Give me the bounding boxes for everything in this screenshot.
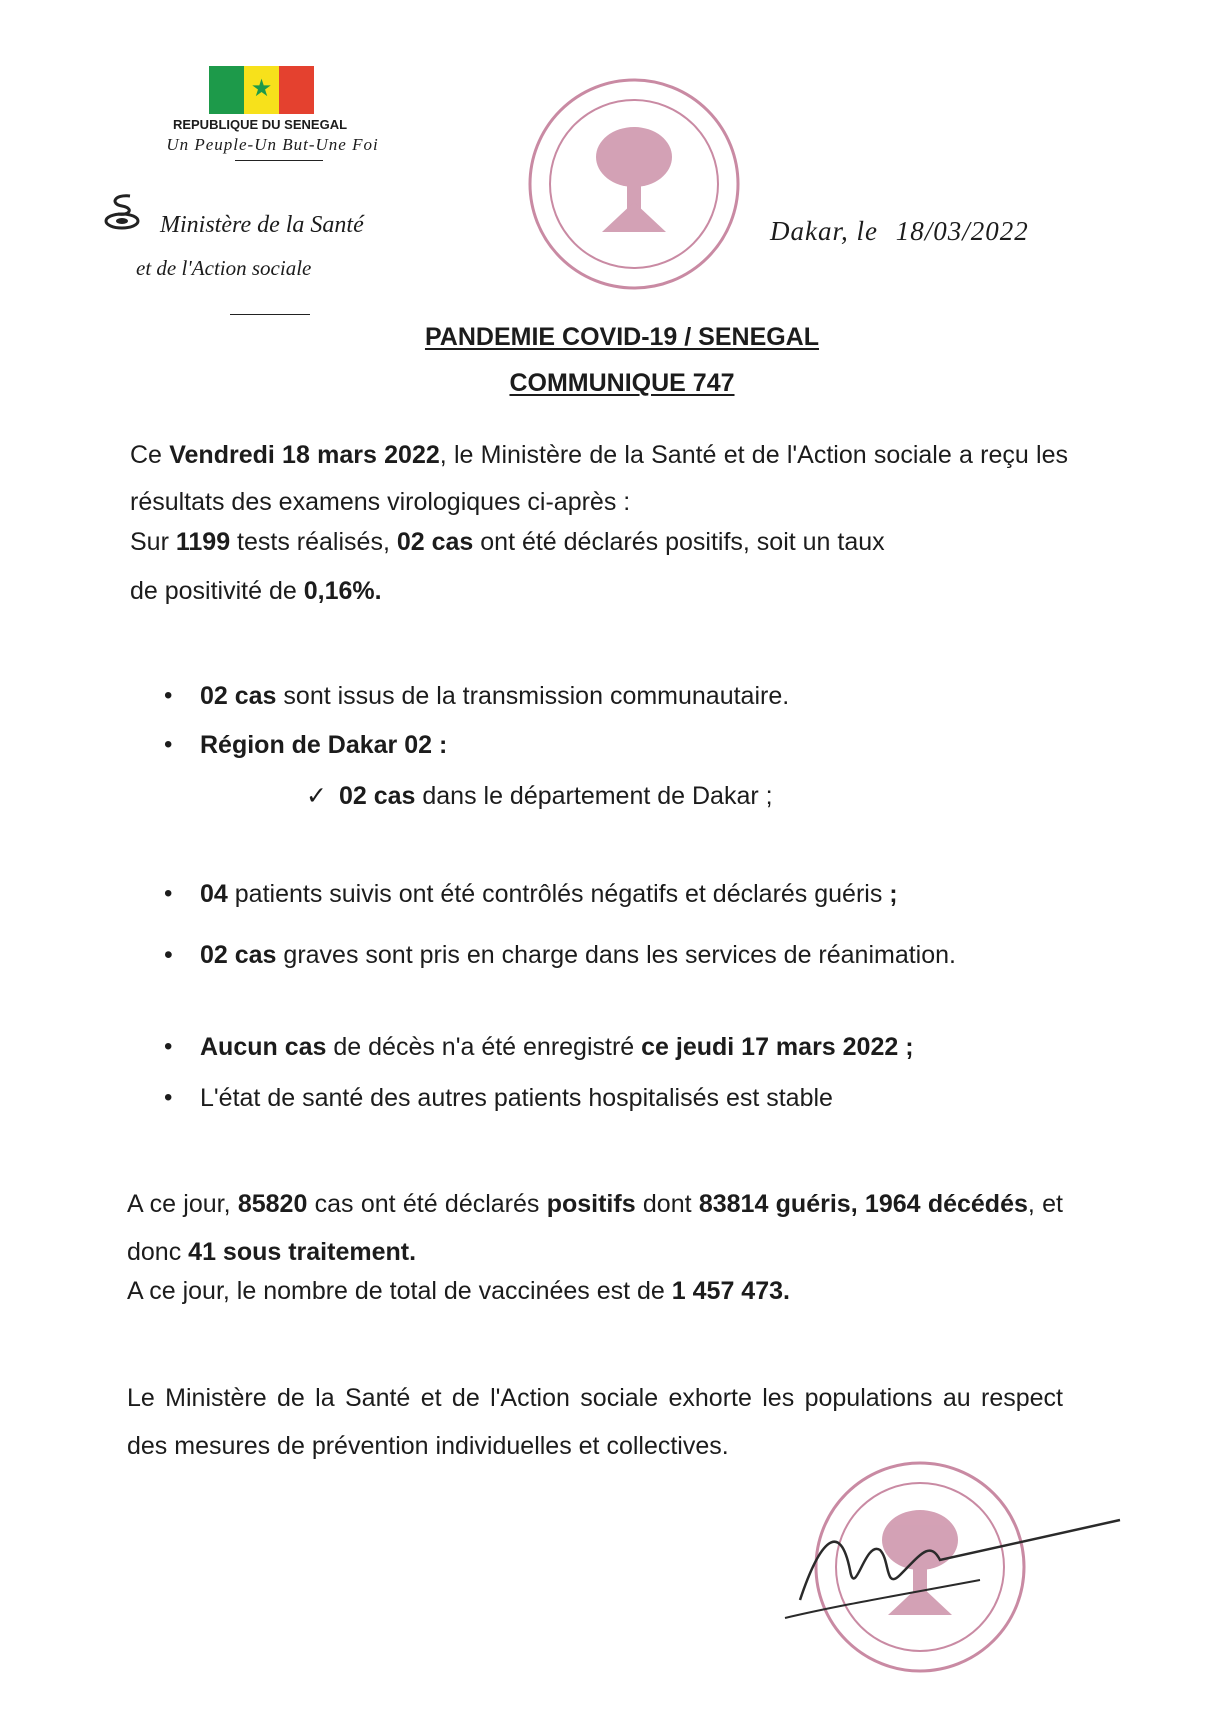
date-prefix: Dakar, le [770, 216, 878, 246]
positive-cases: 02 cas [396, 528, 474, 556]
ministry-emblem-icon [100, 192, 144, 232]
ministry-divider [230, 314, 310, 315]
ministry-name-line1: Ministère de la Santé [160, 212, 364, 238]
summary-text: , et donc [127, 1190, 1063, 1266]
date-line [770, 216, 1029, 247]
total-cases: 85820 [237, 1190, 308, 1218]
list-item-bold: 04 [200, 880, 228, 908]
list-item-bold: ; [898, 1033, 914, 1061]
header-divider [235, 160, 323, 161]
flag-red-band [279, 66, 314, 114]
national-motto: Un Peuple-Un But-Une Foi [166, 135, 379, 154]
intro-day: Vendredi 18 mars 2022 [169, 441, 440, 469]
tests-text: Sur [130, 528, 176, 556]
document-date: 18/03/2022 [895, 216, 1029, 246]
intro-paragraph [130, 432, 1068, 526]
ministry-name-line2: et de l'Action sociale [136, 256, 312, 280]
summary-bold: positifs [546, 1190, 636, 1218]
summary-bold: . [409, 1238, 417, 1266]
country-name: REPUBLIQUE DU SENEGAL [172, 117, 348, 132]
tests-text: ont été déclarés positifs, soit un taux [473, 528, 885, 556]
list-item-bold: 02 cas [200, 941, 277, 969]
list-item-bold: Région de Dakar 02 : [200, 731, 448, 759]
intro-text: , le Ministère de la Santé et de l'Action sociale a reçu les résultats des examens virologiques ci-après : [130, 441, 1068, 516]
list-item-text: de décès n'a été enregistré [326, 1033, 642, 1061]
bullet-icon: • [164, 941, 173, 969]
vaccination-text: A ce jour, le nombre de total de vaccinées est de [127, 1277, 672, 1305]
deaths-count: 1964 décédés [864, 1190, 1028, 1218]
list-item [200, 1083, 833, 1113]
intro-text: Ce [130, 441, 170, 469]
tests-count: 1199 [175, 528, 231, 556]
document-title: PANDEMIE COVID-19 / SENEGAL [424, 323, 820, 351]
communique-number: COMMUNIQUE 747 [509, 369, 735, 397]
star-icon: ★ [250, 76, 273, 102]
list-item [200, 1032, 914, 1062]
summary-bold: , [850, 1190, 865, 1218]
under-treatment-count: 41 sous traitement [188, 1238, 410, 1266]
summary-text: A ce jour, [127, 1190, 238, 1218]
sub-list-item-text: dans le département de Dakar ; [415, 782, 773, 810]
summary-paragraph [127, 1180, 1063, 1276]
list-item-bold: Aucun cas [200, 1033, 327, 1061]
tests-line [130, 527, 1068, 557]
list-item-bold: ; [889, 880, 898, 908]
recovered-count: 83814 guéris [698, 1190, 851, 1218]
checkmark-icon: ✓ [306, 782, 327, 810]
positivity-rate: 0,16%. [303, 577, 382, 605]
tests-text: tests réalisés, [230, 528, 397, 556]
list-item-bold: 02 cas [200, 682, 277, 710]
official-stamp-top [522, 72, 747, 297]
signature [780, 1480, 1140, 1630]
list-item [200, 681, 789, 711]
summary-text: dont [635, 1190, 699, 1218]
vaccination-line [127, 1276, 790, 1306]
list-item-text: L'état de santé des autres patients hospitalisés est stable [200, 1084, 833, 1112]
sub-list-item [306, 781, 773, 811]
positivity-text: de positivité de [130, 577, 304, 605]
summary-text: cas ont été déclarés [307, 1190, 547, 1218]
list-item [200, 730, 447, 760]
senegal-flag [209, 66, 314, 114]
flag-yellow-band [244, 66, 279, 114]
flag-green-band [209, 66, 244, 114]
list-item-text: patients suivis ont été contrôlés négatifs et déclarés guéris [227, 880, 890, 908]
sub-list-item-bold: 02 cas [338, 782, 416, 810]
list-item [200, 879, 898, 909]
closing-paragraph: Le Ministère de la Santé et de l'Action sociale exhorte les populations au respect des mesures de prévention individuelles et collectives. [127, 1384, 1063, 1460]
list-item-text: sont issus de la transmission communautaire. [276, 682, 790, 710]
positivity-line [130, 576, 382, 606]
list-item [164, 932, 1064, 978]
list-item-bold: ce jeudi 17 mars 2022 [641, 1033, 899, 1061]
list-item-text: graves sont pris en charge dans les services de réanimation. [276, 941, 956, 969]
vaccinated-total: 1 457 473. [671, 1277, 790, 1305]
